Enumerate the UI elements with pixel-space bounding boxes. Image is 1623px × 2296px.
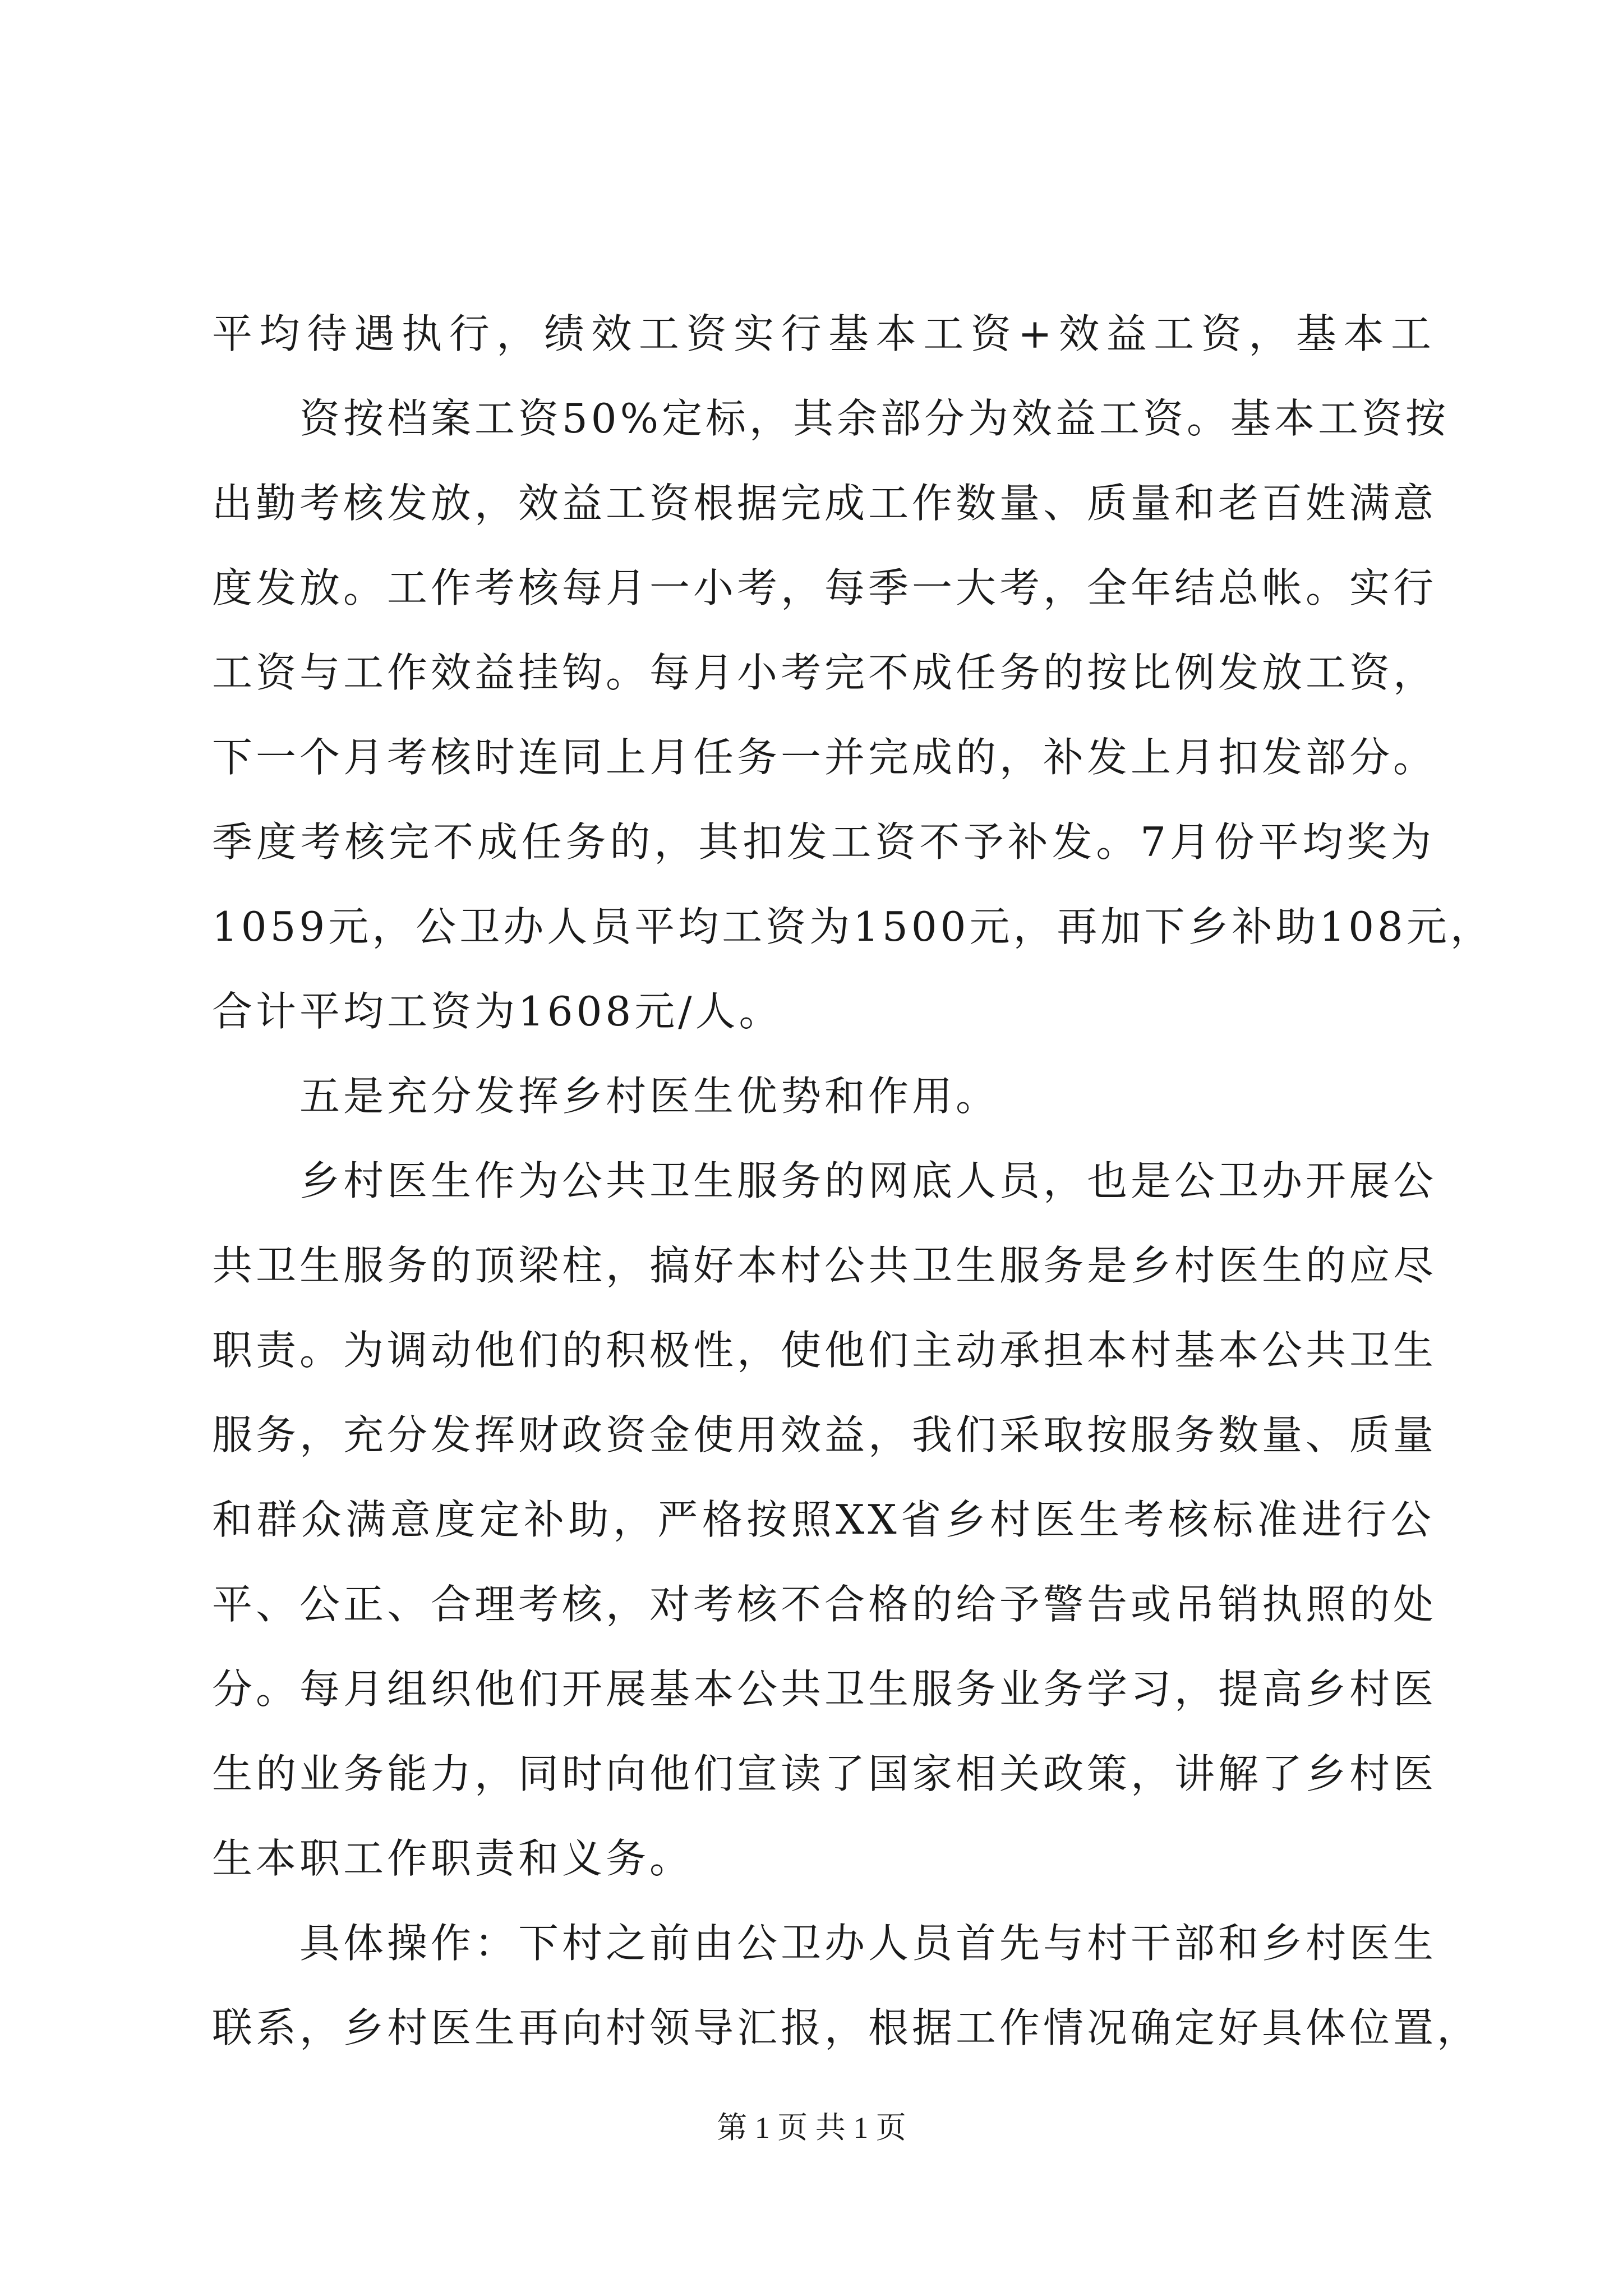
text-line: 工资与工作效益挂钩。每月小考完不成任务的按比例发放工资， xyxy=(212,649,1437,696)
text-line: 服务，充分发挥财政资金使用效益，我们采取按服务数量、质量 xyxy=(212,1411,1437,1458)
text-line: 职责。为调动他们的积极性，使他们主动承担本村基本公共卫生 xyxy=(212,1327,1437,1374)
page-footer xyxy=(0,2108,1623,2147)
text-line: 平均待遇执行，绩效工资实行基本工资+效益工资，基本工 xyxy=(212,310,1435,357)
section-heading: 五是充分发挥乡村医生优势和作用。 xyxy=(299,1073,1000,1120)
text-line: 生的业务能力，同时向他们宣读了国家相关政策，讲解了乡村医 xyxy=(212,1750,1437,1797)
text-line: 平、公正、合理考核，对考核不合格的给予警告或吊销执照的处 xyxy=(212,1581,1437,1628)
text-line: 生本职工作职责和义务。 xyxy=(212,1835,694,1882)
text-line: 季度考核完不成任务的，其扣发工资不予补发。7月份平均奖为 xyxy=(212,818,1435,866)
text-line: 度发放。工作考核每月一小考，每季一大考，全年结总帐。实行 xyxy=(212,564,1437,611)
text-line: 合计平均工资为1608元/人。 xyxy=(212,988,783,1035)
text-line: 共卫生服务的顶梁柱，搞好本村公共卫生服务是乡村医生的应尽 xyxy=(212,1242,1437,1289)
text-line: 出勤考核发放，效益工资根据完成工作数量、质量和老百姓满意 xyxy=(212,480,1437,527)
text-line: 分。每月组织他们开展基本公共卫生服务业务学习，提高乡村医 xyxy=(212,1665,1437,1713)
document-body xyxy=(212,292,1494,2070)
text-line: 联系，乡村医生再向村领导汇报，根据工作情况确定好具体位置， xyxy=(212,2004,1481,2051)
text-line: 乡村医生作为公共卫生服务的网底人员，也是公卫办开展公 xyxy=(299,1157,1437,1204)
text-line: 和群众满意度定补助，严格按照XX省乡村医生考核标准进行公 xyxy=(212,1496,1435,1543)
text-line: 具体操作：下村之前由公卫办人员首先与村干部和乡村医生 xyxy=(299,1920,1437,1967)
page-number-label: 第 1 页 共 1 页 xyxy=(717,2111,906,2145)
text-line: 下一个月考核时连同上月任务一并完成的，补发上月扣发部分。 xyxy=(212,734,1437,781)
text-line: 1059元，公卫办人员平均工资为1500元，再加下乡补助108元， xyxy=(212,903,1494,950)
text-line: 资按档案工资50%定标，其余部分为效益工资。基本工资按 xyxy=(299,395,1450,442)
